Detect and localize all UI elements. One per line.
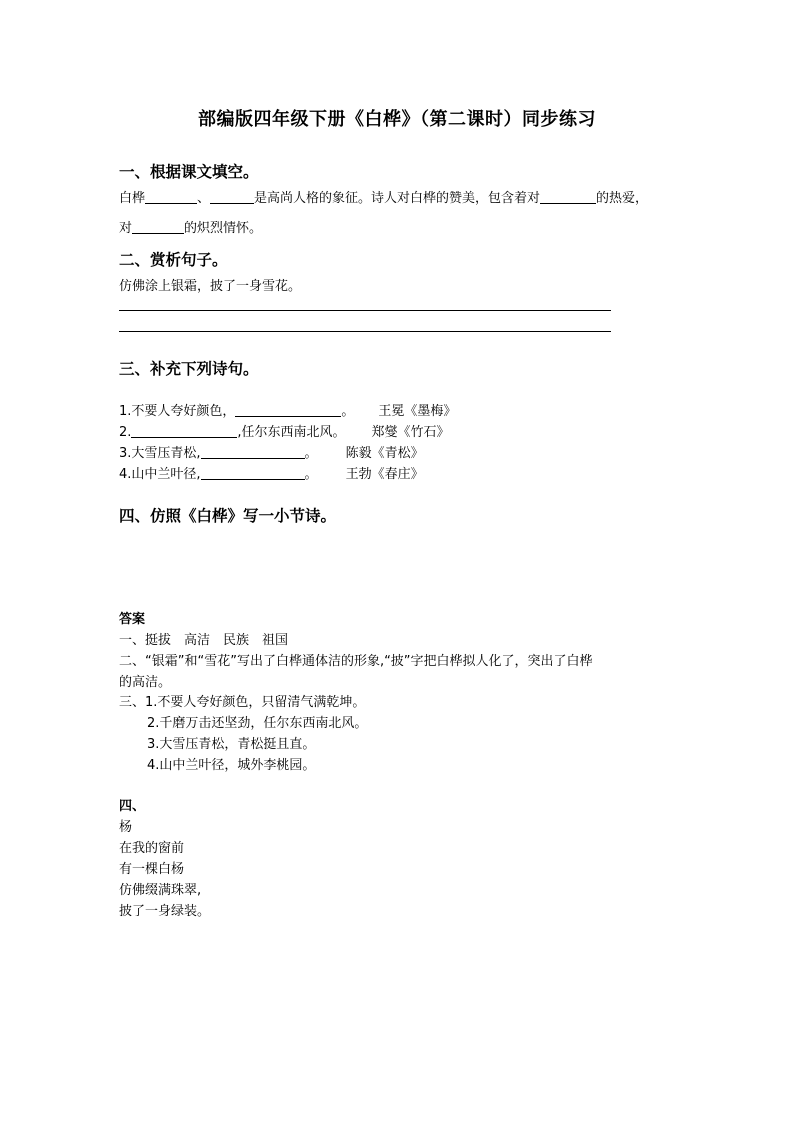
poem-item-2-source: 郑燮《竹石》 [371,425,450,440]
poem-item-3-pre: 3.大雪压青松, [119,446,201,461]
poem-line-3: 有一棵白杨 [119,862,185,877]
poem-item-1-post: 。 [341,404,355,419]
poem-item-2-pre: 2. [119,425,132,440]
poem-line-5: 披了一身绿装。 [119,904,211,919]
poem-item-3 [119,442,424,461]
poem-item-3-post: 。 [304,446,318,461]
answer-3-line1: 三、1.不要人夸好颜色，只留清气满乾坤。 [119,695,366,710]
answer-2-line1: 二、“银霜”和“雪花”写出了白桦通体洁的形象,“披”字把白桦拟人化了，突出了白桦 [119,654,593,669]
section4-heading: 四、仿照《白桦》写一小节诗。 [119,507,337,525]
poem-item-2 [119,421,450,440]
poem-blank-4[interactable] [201,466,305,480]
answer-3-line2: 2.千磨万击还坚劲，任尔东西南北风。 [147,716,368,731]
poem-item-4-source: 王勃《春庄》 [345,467,424,482]
section1-line1-text-a: 白桦 [119,191,146,206]
answer-3-line4: 4.山中兰叶径，城外李桃园。 [147,758,316,773]
section1-line1-text-b: 是高尚人格的象征。诗人对白桦的赞美，包含着对 [254,191,541,206]
poem-blank-1[interactable] [235,403,341,417]
poem-blank-2[interactable] [131,424,237,438]
section1-line1-sep: 、 [197,191,211,206]
fill-blank-3[interactable] [540,190,596,204]
fill-blank-4[interactable] [132,220,184,234]
poem-line-4: 仿佛缀满珠翠, [119,883,202,898]
fill-blank-1[interactable] [145,190,197,204]
poem-blank-3[interactable] [201,445,305,459]
answer-1: 一、挺拔 高洁 民族 祖国 [119,633,289,648]
poem-item-1 [119,400,456,419]
poem-item-4-post: 。 [304,467,318,482]
section1-line2-text-b: 的炽烈情怀。 [184,221,263,236]
poem-item-1-source: 王冕《墨梅》 [378,404,457,419]
section1-line1-text-c: 的热爱， [596,191,649,206]
page-title: 部编版四年级下册《白桦》（第二课时）同步练习 [198,109,596,130]
answer-3-line3: 3.大雪压青松，青松挺且直。 [147,737,316,752]
section1-line2 [119,217,262,236]
poem-item-4 [119,463,424,482]
answer-line-1[interactable] [119,310,611,311]
poem-item-4-pre: 4.山中兰叶径, [119,467,201,482]
poem-item-2-post: ,任尔东西南北风。 [237,425,346,440]
section1-line1 [119,187,648,206]
section3-heading: 三、补充下列诗句。 [119,360,259,378]
section1-heading: 一、根据课文填空。 [119,163,259,181]
poem-item-1-pre: 1.不要人夸好颜色， [119,404,236,419]
section1-line2-text-a: 对 [119,221,133,236]
answer-line-2[interactable] [119,331,611,332]
poem-item-3-source: 陈毅《青松》 [345,446,424,461]
answers-heading: 答案 [119,612,146,627]
section2-sentence: 仿佛涂上银霜，披了一身雪花。 [119,279,302,294]
poem-line-1: 杨 [119,820,133,835]
answer-2-line2: 的高洁。 [119,675,172,690]
poem-line-2: 在我的窗前 [119,841,185,856]
fill-blank-2[interactable] [210,190,254,204]
section2-heading: 二、赏析句子。 [119,251,228,269]
answer-4-heading: 四、 [119,799,146,814]
